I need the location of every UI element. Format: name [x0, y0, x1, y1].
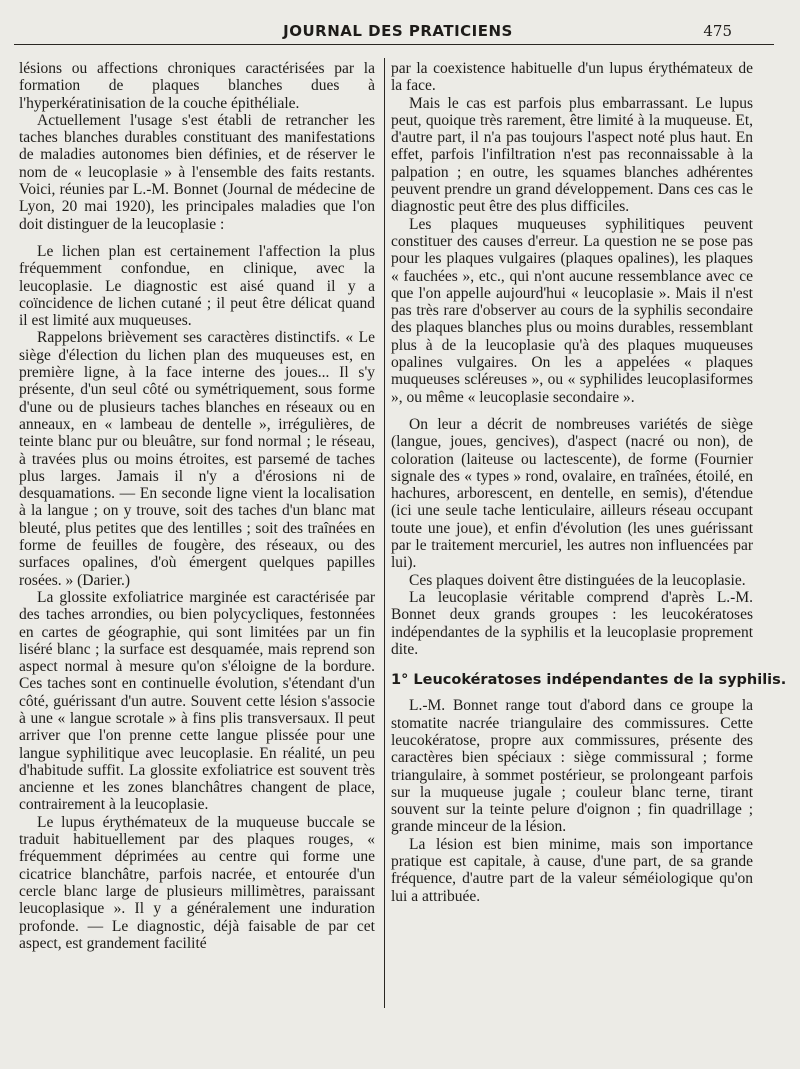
paragraph: Mais le cas est parfois plus embarrassant. Le lupus peut, quoique très rarement, être limité à la muqueuse. Et, d'autre part, il n'a pas toujours l'aspect noté plus haut. En effet, parfois l'infiltration n'est pas reconnaissable à la palpation ; en outre, les squames blanches adhérentes peuvent prendre un grand développement. Dans ces cas le diagnostic peut être des plus difficiles.	[391, 94, 753, 216]
paragraph: La lésion est bien minime, mais son importance pratique est capitale, à cause, d'une part, de sa grande fréquence, d'autre part de la valeur séméiologique qu'on lui a attribuée.	[391, 835, 753, 905]
paragraph: L.-M. Bonnet range tout d'abord dans ce groupe la stomatite nacrée triangulaire des commissures. Cette leucokératose, propre aux commissures, présente des caractères bien spéciaux : siège commissural ; forme triangulaire, à sommet postérieur, se prolongeant parfois sur la muqueuse jugale ; couleur blanc terne, tirant souvent sur la teinte pelure d'oignon ; fin quadrillage ; grande minceur de la lésion.	[391, 697, 753, 836]
paragraph: Ces plaques doivent être distinguées de la leucoplasie.	[409, 571, 746, 589]
page-number: 475	[703, 22, 732, 40]
paragraph: par la coexistence habituelle d'un lupus érythémateux de la face.	[391, 60, 753, 95]
paragraph: Le lichen plan est certainement l'affection la plus fréquemment confondue, en clinique, avec la leucoplasie. Le diagnostic est aisé quand il y a coïncidence de lichen cutané ; il peut être délicat quand il est limité aux muqueuses.	[19, 242, 375, 330]
paragraph-gap	[19, 233, 375, 243]
left-column	[19, 60, 375, 952]
right-column-bottom	[391, 697, 753, 905]
right-column	[391, 60, 787, 905]
paragraph: Les plaques muqueuses syphilitiques peuvent constituer des causes d'erreur. La question ne se pose pas pour les plaques vulgaires (plaques opalines), les plaques « fauchées », etc., qui n'ont aucune ressemblance avec ce que l'on appelle aujourd'hui « leucoplasie ». Mais il n'est pas très rare d'observer au cours de la syphilis secondaire des plaques blanches plus ou moins durables, ressemblant plus à de la leucoplasie qu'à des plaques muqueuses opalines vulgaires. On les a appelées « plaques muqueuses scléreuses », ou « syphilides leucoplasiformes », ou même « leucoplasie secondaire ».	[391, 215, 753, 406]
running-title: JOURNAL DES PRATICIENS	[283, 22, 513, 40]
paragraph: lésions ou affections chroniques caractérisées par la formation de plaques blanches dues à l'hyperkératinisation de la couche épithéliale.	[19, 60, 375, 112]
paragraph-gap	[391, 406, 753, 416]
paragraph: La glossite exfoliatrice marginée est caractérisée par des taches arrondies, ou bien polycycliques, festonnées en cartes de géographie, qui sont limitées par un fin liséré blanc ; la surface est desquamée, mais reprend son aspect normal à mesure qu'on s'éloigne de la bordure. Ces taches sont en continuelle évolution, s'étendant d'un côté, guérissant d'un autre. Souvent cette lésion s'associe à une « langue scrotale » à fins plis transversaux. Il peut arriver que l'on prenne cette langue plissée pour une langue syphilitique avec leucoplasie. En réalité, un peu d'habitude suffit. La glossite exfoliatrice est souvent très ancienne et les zones blanchâtres changent de place, contrairement à la leucoplasie.	[19, 588, 375, 814]
right-column-top	[391, 60, 753, 658]
paragraph: On leur a décrit de nombreuses variétés de siège (langue, joues, gencives), d'aspect (nacré ou non), de coloration (laiteuse ou lactescente), de forme (Fournier signale des « types » rond, ovalaire, en traînées, étoilé, en hachures, arborescent, en dentelle, en semis), d'étendue (ici une seule tache lenticulaire, ailleurs réseau occupant toute une joue), et enfin d'évolution (les unes guérissant par le traitement mercuriel, les autres non influencées par lui).	[391, 415, 753, 572]
header-rule	[14, 44, 774, 45]
section-title: 1° Leucokératoses indépendantes de la syphilis.	[391, 672, 787, 689]
paragraph: Actuellement l'usage s'est établi de retrancher les taches blanches durables constituant des manifestations de maladies autonomes bien définies, et de réserver le nom de « leucoplasie » à l'ensemble des faits restants. Voici, réunies par L.-M. Bonnet (Journal de médecine de Lyon, 20 mai 1920), les principales maladies que l'on doit distinguer de la leucoplasie :	[19, 111, 375, 233]
page-header	[20, 18, 776, 44]
paragraph: Rappelons brièvement ses caractères distinctifs. « Le siège d'élection du lichen plan des muqueuses est, en première ligne, à la face interne des joues... Il s'y présente, d'un seul côté ou symétriquement, sous forme d'une ou de plusieurs taches blanches en réseaux ou en anneaux, en « lambeau de dentelle », irrégulières, de teinte blanc pur ou bleuâtre, sur fond normal ; le réseau, à travées plus ou moins étroites, est parsemé de taches plus larges. Jamais il n'y a d'érosions ni de desquamations. — En seconde ligne vient la localisation à la langue ; on y trouve, soit des taches d'un blanc mat bleuté, plus petites que des lentilles ; soit des traînées en forme de feuilles de fougère, des réseaux, ou des surfaces opalines, d'où émergent quelques papilles rosées. » (Darier.)	[19, 329, 375, 589]
paragraph: La leucoplasie véritable comprend d'après L.-M. Bonnet deux grands groupes : les leucokératoses indépendantes de la syphilis et la leucoplasie proprement dite.	[391, 588, 753, 658]
paragraph: Le lupus érythémateux de la muqueuse buccale se traduit habituellement par des plaques rouges, « fréquemment déprimées au centre qui forme une cicatrice blanchâtre, parfois nacrée, et entourée d'un cercle blanc large de plusieurs millimètres, paraissant leucoplasique ». Il y a généralement une induration profonde. — Le diagnostic, déjà faisable de par cet aspect, est grandement facilité	[19, 813, 375, 952]
column-divider	[384, 58, 385, 1008]
